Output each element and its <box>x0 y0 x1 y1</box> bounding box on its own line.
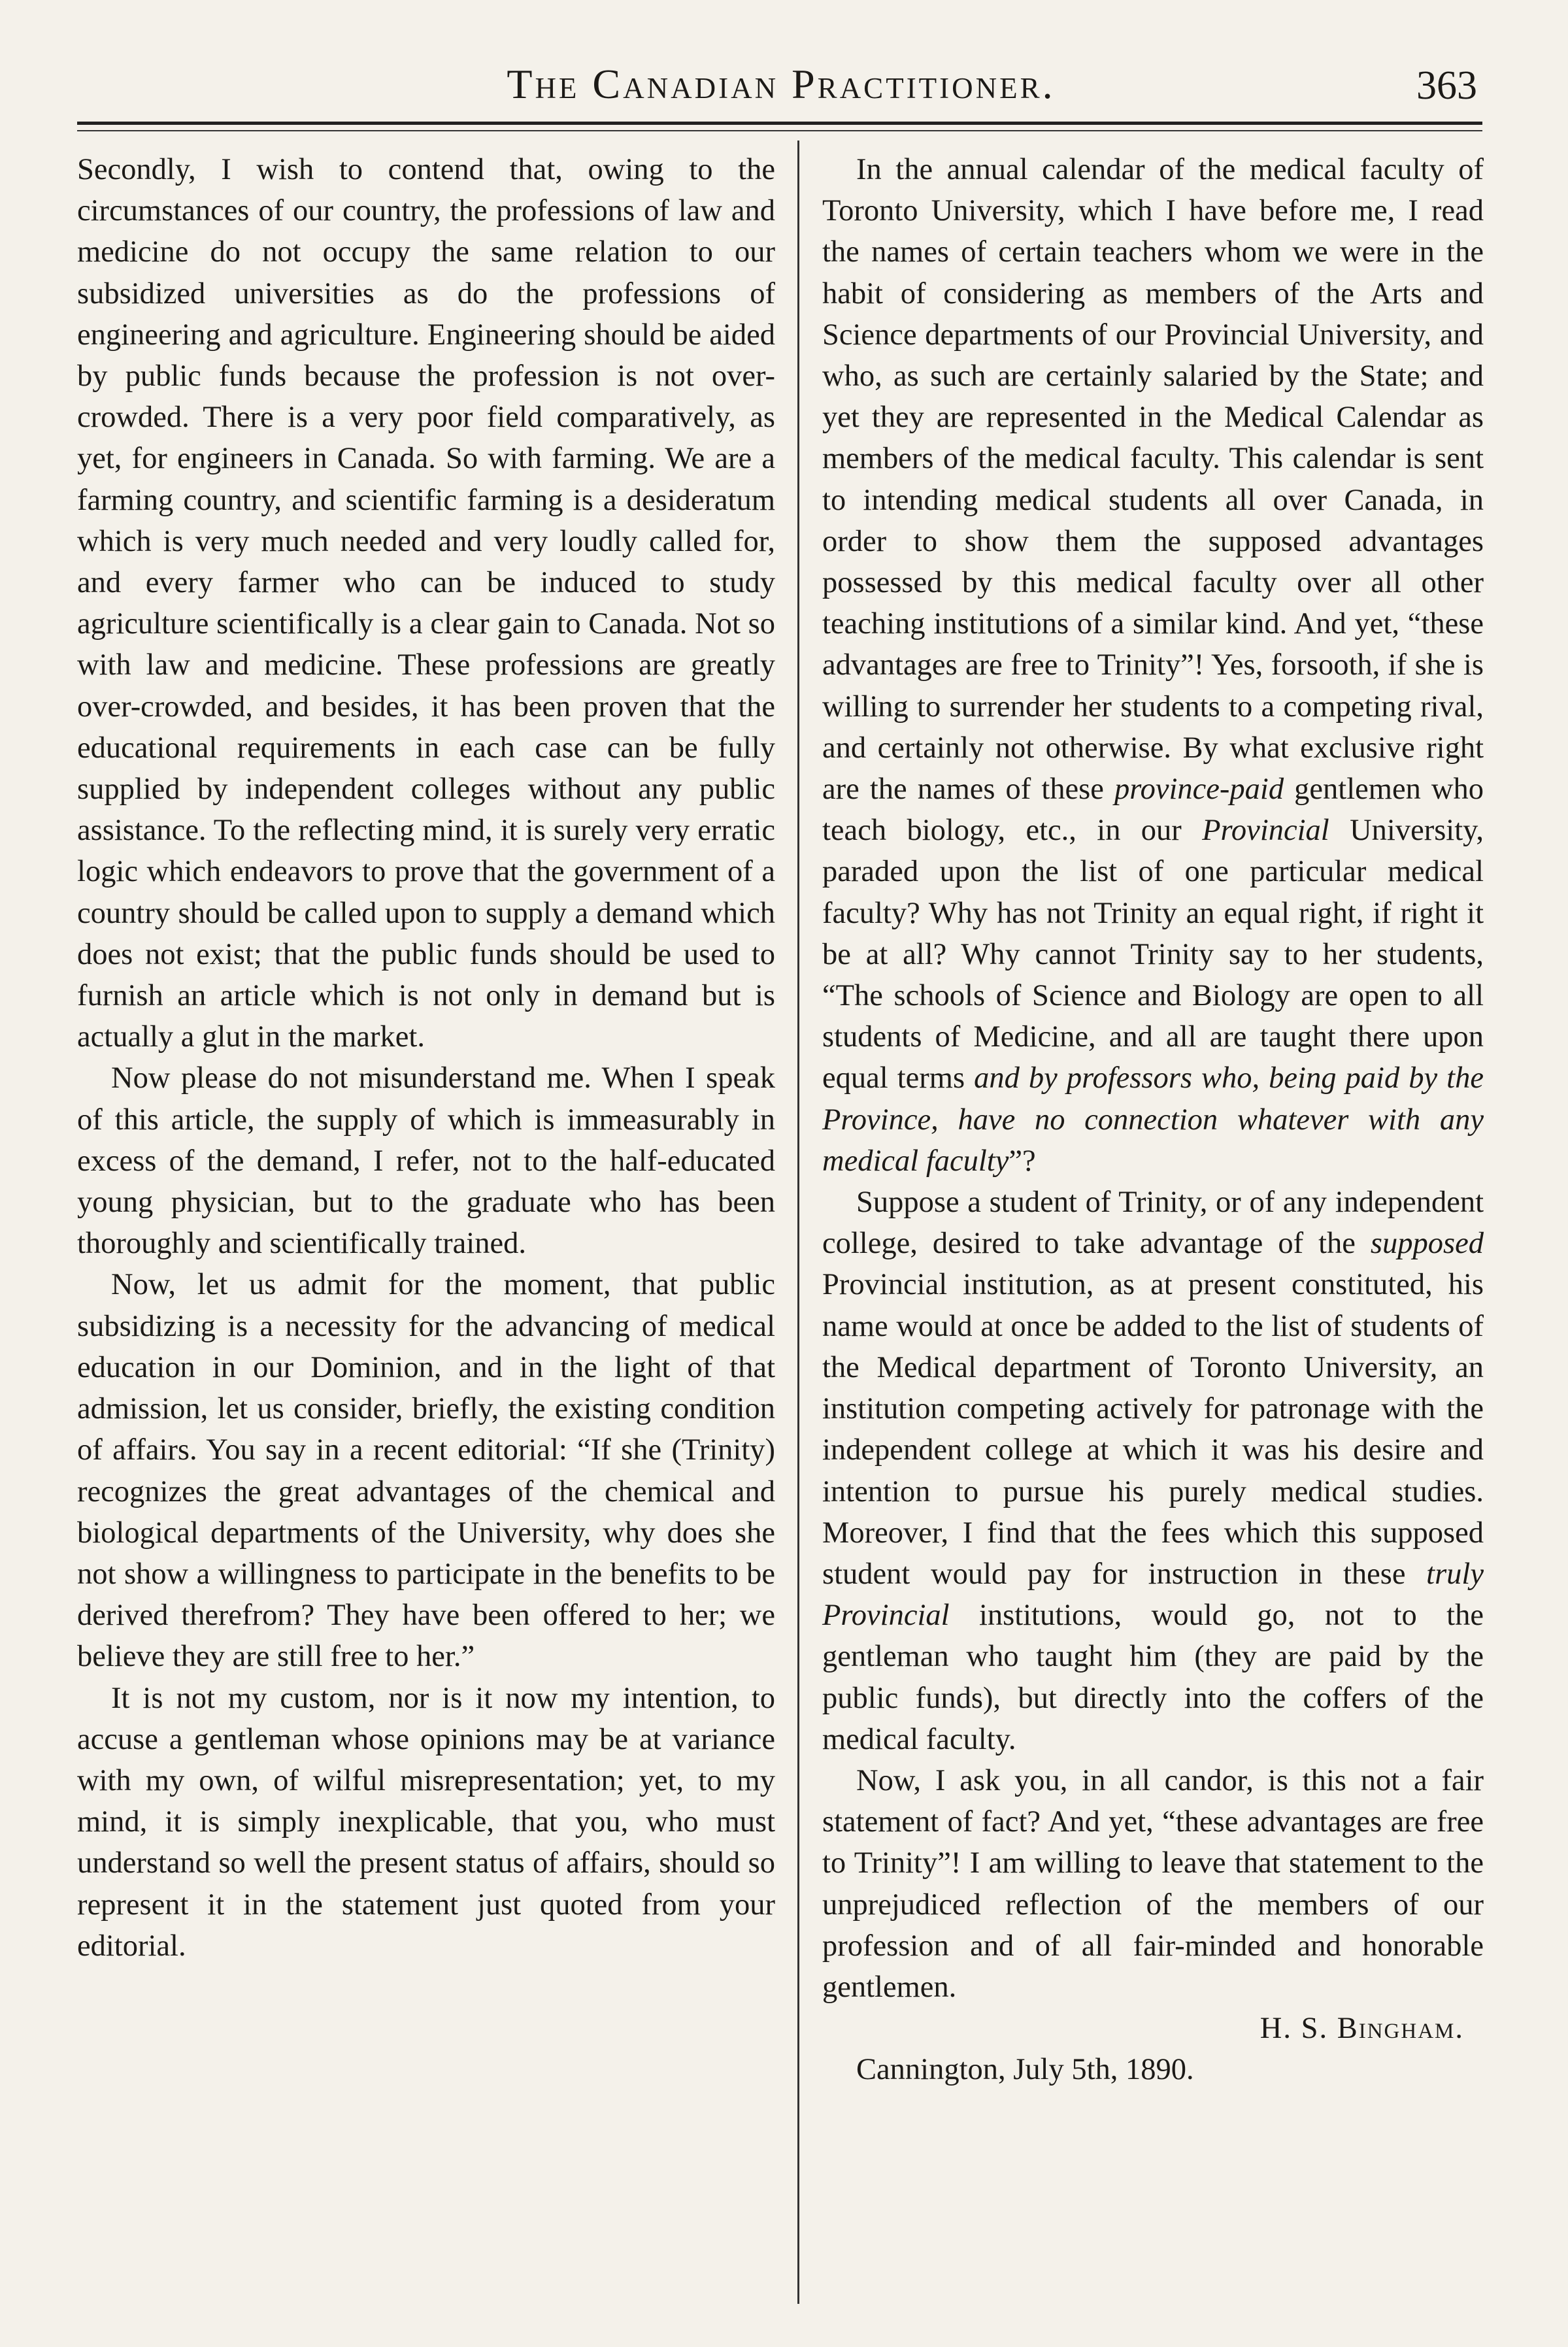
text-run: institutions, would go, not to the gentleman who taught him (they are paid by the public funds), but directly into the coffers of the medical faculty. <box>822 1599 1484 1756</box>
paragraph: It is not my custom, nor is it now my intention, to accuse a gentleman whose opinions may be at variance with my own, of wilful misrepresentation; yet, to my mind, it is simply inexplicable, that you, who must understand so well the present status of affairs, should so represent it in the statement just quoted from your editorial. <box>77 1681 775 1963</box>
italic-text: supposed <box>1370 1227 1484 1261</box>
journal-title: The Canadian Practitioner. <box>507 61 1056 107</box>
text-run: Suppose a student of Trinity, or of any independent college, desired to take advantage of the <box>822 1186 1484 1261</box>
header-rule-thick <box>77 122 1482 125</box>
right-column <box>822 149 1484 2091</box>
page-number: 363 <box>1416 63 1477 108</box>
left-column <box>77 149 775 1967</box>
author-name: H. S. Bingham. <box>1259 2012 1464 2046</box>
paragraph: Now, let us admit for the moment, that public subsidizing is a necessity for the advancing of medical education in our Dominion, and in the light of that admission, let us consider, briefly, the existing condition of affairs. You say in a recent editorial: “If she (Trinity) recognizes the great advantages of the chemical and biological departments of the University, why does she not show a willingness to participate in the benefits to be derived therefrom? They have been offered to her; we believe they are still free to her.” <box>77 1268 775 1674</box>
text-run: ”? <box>1009 1144 1036 1178</box>
text-run: In the annual calendar of the medical faculty of Toronto University, which I have before me, I read the names of certain teachers whom we were in the habit of considering as members of the Arts and Science departments of our Provincial University, and who, as such are certainly salaried by the State; and yet they are represented in the Medical Calendar as members of the medical faculty. This calendar is sent to intending medical students all over Canada, in order to show them the supposed advantages possessed by this medical faculty over all other teaching institutions of a similar kind. And yet, “these advantages are free to Trinity”! Yes, forsooth, if she is willing to surrender her students to a competing rival, and certainly not otherwise. By what exclusive right are the names of these <box>822 153 1484 807</box>
paragraph: Now, I ask you, in all candor, is this not a fair statement of fact? And yet, “these advantages are free to Trinity”! I am willing to leave that statement to the unprejudiced reflection of the members of our profession and of all fair-minded and honorable gentlemen. <box>822 1763 1484 2004</box>
italic-text: province-paid <box>1114 773 1284 807</box>
paragraph: Secondly, I wish to contend that, owing to the circumstances of our country, the professions of law and medicine do not occupy the same relation to our subsidized universities as do the professions of engineering and agriculture. Engineering should be aided by public funds because the profession is not over-crowded. There is a very poor field comparatively, as yet, for engineers in Canada. So with farming. We are a farming country, and scientific farming is a desideratum which is very much needed and very loudly called for, and every farmer who can be induced to study agriculture scientifically is a clear gain to Canada. Not so with law and medicine. These professions are greatly over-crowded, and besides, it has been proven that the educational requirements in each case can be fully supplied by independent colleges without any public assistance. To the reflecting mind, it is surely very erratic logic which endeavors to prove that the government of a country should be called upon to supply a demand which does not exist; that the public funds should be used to furnish an article which is not only in demand but is actually a glut in the market. <box>77 153 775 1054</box>
text-run: Provincial institution, as at present constituted, his name would at once be added to the list of students of the Medical department of Toronto University, an institution competing actively for patronage with the independent college at which it was his desire and intention to pursue his purely medical studies. Moreover, I find that the fees which this supposed student would pay for instruction in these <box>822 1268 1484 1591</box>
signature <box>822 2008 1484 2049</box>
dateline: Cannington, July 5th, 1890. <box>856 2053 1194 2087</box>
italic-text: Provincial <box>1202 814 1329 848</box>
italic-text: truly Provincial <box>822 1557 1484 1633</box>
text-run: gentlemen who teach biology, etc., in our <box>822 773 1484 848</box>
header-rule-thin <box>77 130 1482 131</box>
paragraph: Now please do not misunderstand me. When I speak of this article, the supply of which is immeasurably in excess of the demand, I refer, not to the half-educated young physician, but to the graduate who has been thoroughly and scientifically trained. <box>77 1061 775 1261</box>
paragraph <box>822 1182 1484 1760</box>
italic-text: and by professors who, being paid by the Province, have no connection whatever with any medical faculty <box>822 1061 1484 1178</box>
paragraph <box>822 149 1484 1182</box>
running-header <box>85 60 1477 119</box>
text-run: University, paraded upon the list of one particular medical faculty? Why has not Trinity an equal right, if right it be at all? Why cannot Trinity say to her students, “The schools of Science and Biology are open to all students of Medicine, and all are taught there upon equal terms <box>822 814 1484 1095</box>
column-separator <box>797 141 799 2304</box>
